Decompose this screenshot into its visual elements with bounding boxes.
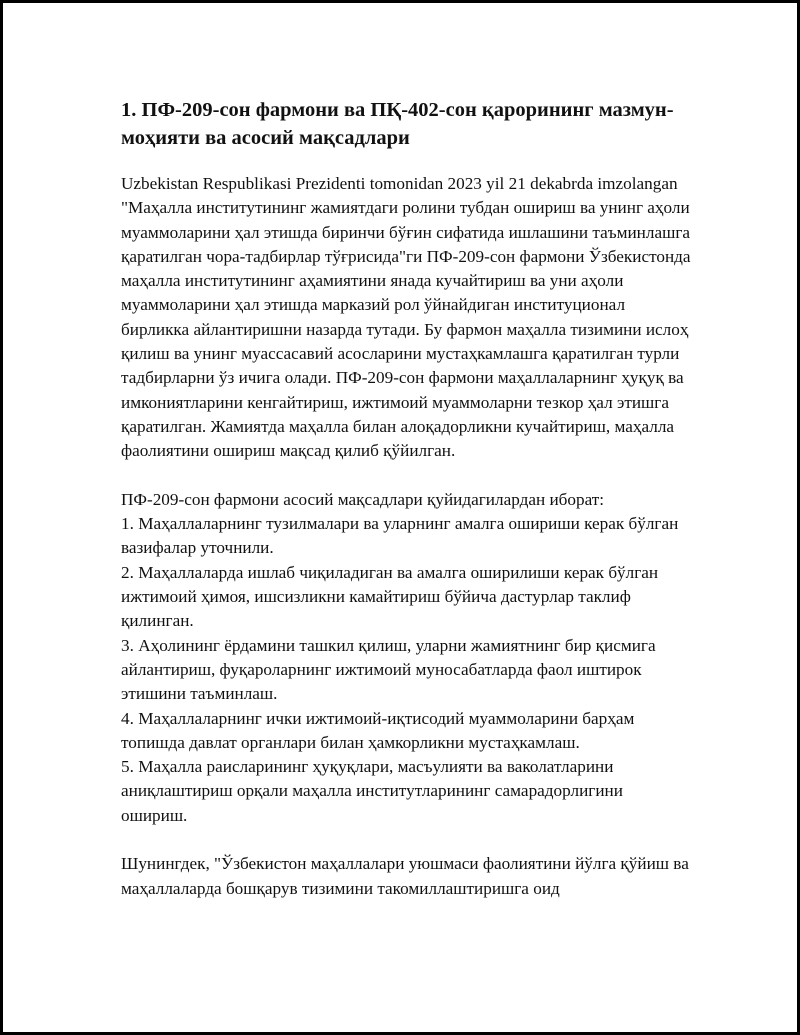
document-body [121, 96, 693, 901]
intro-paragraph: Uzbekistan Respublikasi Prezidenti tomonidan 2023 yil 21 dekabrda imzolangan "Маҳалла институтининг жамиятдаги ролини тубдан ошириш ва унинг аҳоли муаммоларини ҳал этишда биринчи бўғин сифатида ишлашини таъминлашга қаратилган чора-тадбирлар тўғрисида"ги ПФ-209-сон фармони Ўзбекистонда маҳалла институтининг аҳамиятини янада кучайтириш ва уни аҳоли муаммоларини ҳал этишда марказий рол ўйнайдиган институционал бирликка айлантиришни назарда тутади. Бу фармон маҳалла тизимини ислоҳ қилиш ва унинг муассасавий асосларини мустаҳкамлашга қаратилган турли тадбирларни ўз ичига олади. ПФ-209-сон фармони маҳаллаларнинг ҳуқуқ ва имкониятларини кенгайтириш, ижтимоий муаммоларни тезкор ҳал этишга қаратилган. Жамиятда маҳалла билан алоқадорликни кучайтириш, маҳалла фаолиятини ошириш мақсад қилиб қўйилган. [121, 174, 691, 461]
list-item: 4. Маҳаллаларнинг ички ижтимоий-иқтисодий муаммоларини барҳам топишда давлат органлари билан ҳамкорликни мустаҳкамлаш. [121, 708, 635, 752]
list-item: 3. Аҳолининг ёрдамини ташкил қилиш, уларни жамиятнинг бир қисмига айлантириш, фуқароларнинг ижтимоий муносабатларда фаол иштирок этишини таъминлаш. [121, 635, 656, 704]
list-item: 1. Маҳаллаларнинг тузилмалари ва уларнинг амалга ошириши керак бўлган вазифалар уточнили. [121, 514, 679, 558]
paragraph-spacer [121, 828, 693, 852]
closing-paragraph: Шунингдек, "Ўзбекистон маҳаллалари уюшмаси фаолиятини йўлга қўйиш ва маҳаллаларда бошқарув тизимини такомиллаштиришга оид [121, 854, 689, 898]
list-item: 5. Маҳалла раисларининг ҳуқуқлари, масъулияти ва ваколатларини аниқлаштириш орқали маҳалла институтларининг самарадорлигини ошириш. [121, 757, 623, 825]
paragraph-spacer [121, 464, 693, 488]
goals-list [121, 512, 693, 828]
section-heading: 1. ПФ-209-сон фармони ва ПҚ-402-сон қарорининг мазмун-моҳияти ва асосий мақсадлари [121, 99, 674, 149]
goals-intro: ПФ-209-сон фармони асосий мақсадлари қуйидагилардан иборат: [121, 489, 605, 509]
list-item: 2. Маҳаллаларда ишлаб чиқиладиган ва амалга оширилиши керак бўлган ижтимоий ҳимоя, ишсизликни камайтириш бўйича дастурлар таклиф қилинган. [121, 562, 659, 631]
